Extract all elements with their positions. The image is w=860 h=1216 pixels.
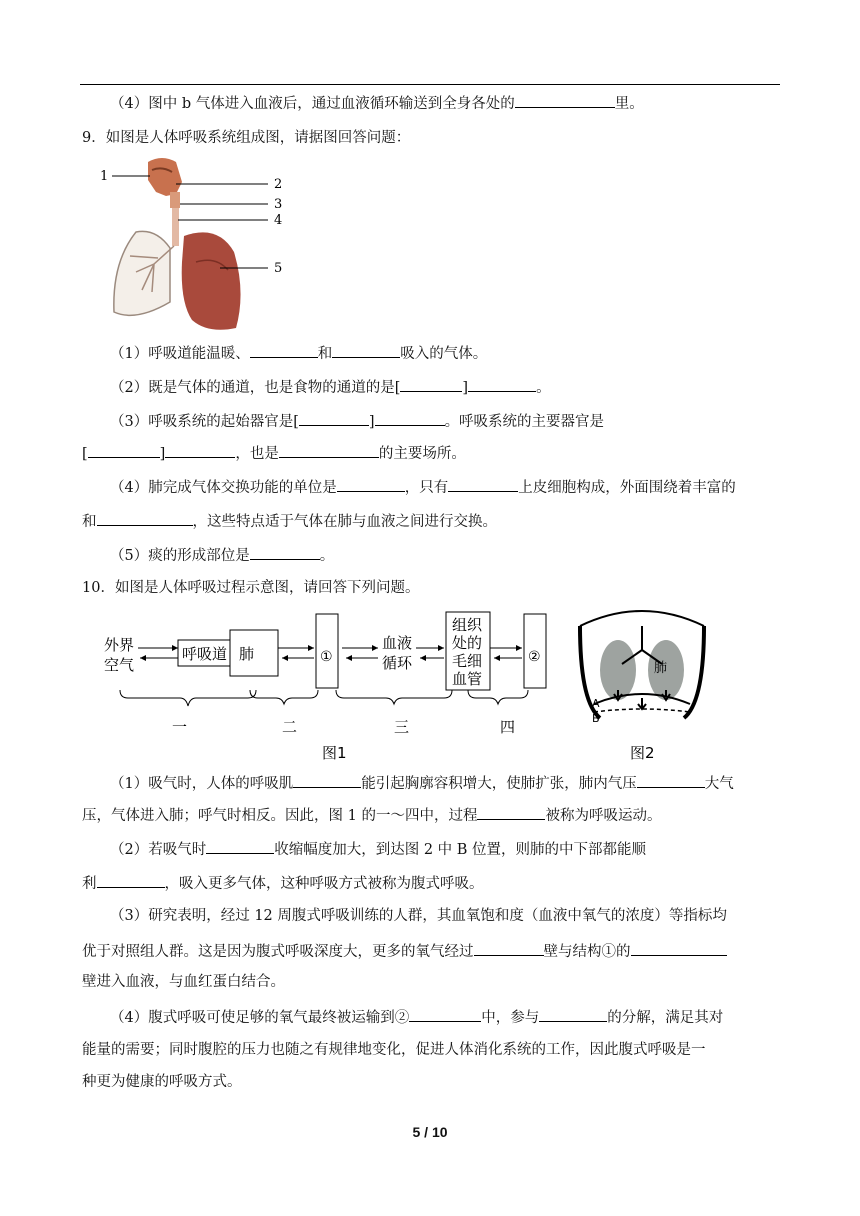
q9-part1: （1）呼吸道能温暖、 和 吸入的气体。 [110, 342, 487, 364]
q9-part3: （3）呼吸系统的起始器官是[ ] 。呼吸系统的主要器官是 [110, 410, 604, 432]
answer-blank[interactable] [279, 442, 379, 458]
q10-part3: （3）研究表明，经过 12 周腹式呼吸训练的人群，其血氧饱和度（血液中氧气的浓度）等指标均 [110, 908, 727, 924]
q10-part1-cont: 压，气体进入肺；呼气时相反。因此，图 1 的一～四中，过程 被称为呼吸运动。 [82, 804, 661, 826]
q10-part2: （2）若吸气时 收缩幅度加大，到达图 2 中 B 位置，则肺的中下部都能顺 [110, 838, 646, 860]
tissue-label: 毛细 [452, 652, 483, 670]
answer-blank[interactable] [250, 544, 320, 560]
q10-part4-cont2: 种更为健康的呼吸方式。 [82, 1074, 242, 1090]
position-a-label: A [592, 697, 600, 710]
figure-2-caption: 图2 [630, 744, 655, 762]
q9-part4: （4）肺完成气体交换功能的单位是 ，只有 上皮细胞构成，外面围绕着丰富的 [110, 476, 736, 498]
answer-blank[interactable] [400, 376, 462, 392]
answer-blank[interactable] [337, 476, 405, 492]
respiration-process-figure-1 [96, 606, 566, 766]
page-number: 5 / 10 [412, 1124, 448, 1140]
q9-part5: （5）痰的形成部位是 。 [110, 544, 334, 566]
q10-title: 10．如图是人体呼吸过程示意图，请回答下列问题。 [82, 580, 420, 596]
step-label: 二 [282, 718, 298, 736]
q10-part1: （1）吸气时，人体的呼吸肌 能引起胸廓容积增大，使肺扩张，肺内气压 大气 [110, 772, 734, 794]
structure-1-label: ① [320, 649, 333, 665]
answer-blank[interactable] [88, 442, 160, 458]
answer-blank[interactable] [332, 342, 400, 358]
answer-blank[interactable] [299, 410, 369, 426]
q9-part4-cont: 和 ，这些特点适于气体在肺与血液之间进行交换。 [82, 510, 497, 532]
answer-blank[interactable] [474, 940, 544, 956]
answer-blank[interactable] [477, 804, 545, 820]
lung-label: 肺 [239, 645, 255, 663]
figure-label: 3 [274, 197, 283, 212]
lung-label: 肺 [654, 661, 668, 676]
header-rule [80, 84, 780, 85]
figure-label: 5 [274, 261, 283, 276]
blood-circulation-label: 血液 [382, 634, 413, 652]
q8-part4: （4）图中 b 气体进入血液后，通过血液循环输送到全身各处的 里。 [110, 92, 644, 114]
figure-label: 2 [274, 177, 283, 192]
q10-part4: （4）腹式呼吸可使足够的氧气最终被运输到② 中，参与 的分解，满足其对 [110, 1006, 723, 1028]
q9-part3-cont: [ ] ，也是 的主要场所。 [82, 442, 466, 464]
tissue-label: 血管 [452, 670, 483, 688]
tissue-label: 组织 [452, 616, 483, 634]
answer-blank[interactable] [631, 940, 727, 956]
answer-blank[interactable] [515, 92, 615, 108]
q10-part3-cont2: 壁进入血液，与血红蛋白结合。 [82, 974, 285, 990]
outside-air-label-2: 空气 [104, 656, 135, 674]
diaphragm-figure-2 [570, 606, 720, 766]
blood-circulation-label-2: 循环 [382, 654, 413, 672]
answer-blank[interactable] [206, 838, 274, 854]
step-label: 三 [394, 718, 410, 736]
structure-2-label: ② [528, 649, 541, 665]
answer-blank[interactable] [375, 410, 445, 426]
tissue-label: 处的 [452, 634, 483, 652]
answer-blank[interactable] [409, 1006, 481, 1022]
answer-blank[interactable] [97, 510, 193, 526]
answer-blank[interactable] [250, 342, 318, 358]
q9-title: 9．如图是人体呼吸系统组成图，请据图回答问题： [82, 130, 411, 146]
left-lung-outline [114, 231, 170, 315]
answer-blank[interactable] [637, 772, 705, 788]
respiratory-system-figure [96, 152, 296, 334]
position-b-label: B [592, 712, 600, 725]
q10-part4-cont: 能量的需要；同时腹腔的压力也随之有规律地变化，促进人体消化系统的工作，因此腹式呼吸是一 [82, 1042, 706, 1058]
trachea-shape [172, 208, 179, 246]
answer-blank[interactable] [293, 772, 361, 788]
q9-part2: （2）既是气体的通道，也是食物的通道的是[ ] 。 [110, 376, 551, 398]
answer-blank[interactable] [165, 442, 235, 458]
answer-blank[interactable] [448, 476, 518, 492]
answer-blank[interactable] [468, 376, 536, 392]
step-label: 四 [500, 718, 516, 736]
figure-1-caption: 图1 [322, 744, 347, 762]
step-label: 一 [172, 718, 188, 736]
q10-part2-cont: 利 ，吸入更多气体，这种呼吸方式被称为腹式呼吸。 [82, 872, 484, 894]
right-lung-shape [182, 232, 241, 329]
figure-label: 4 [274, 213, 283, 228]
larynx-shape [170, 192, 180, 208]
q10-part3-cont: 优于对照组人群。这是因为腹式呼吸深度大，更多的氧气经过 壁与结构①的 [82, 940, 727, 962]
figure-label: 1 [100, 169, 109, 184]
answer-blank[interactable] [97, 872, 165, 888]
answer-blank[interactable] [539, 1006, 607, 1022]
airway-label: 呼吸道 [182, 645, 228, 663]
nasal-cavity-shape [148, 158, 182, 196]
outside-air-label: 外界 [104, 636, 135, 654]
